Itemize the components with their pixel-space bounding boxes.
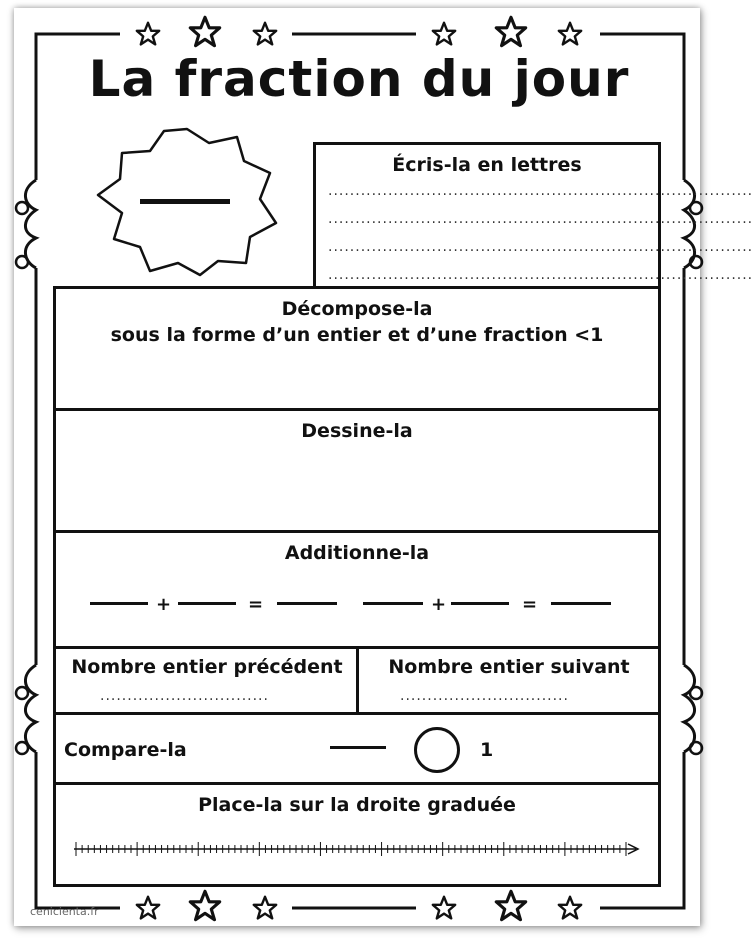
- fraction-badge: [92, 125, 282, 277]
- compare-value: 1: [480, 739, 494, 761]
- divider: [53, 782, 661, 785]
- page-title: La fraction du jour: [88, 50, 630, 108]
- next-integer-input[interactable]: ...............................: [400, 688, 569, 704]
- divider: [53, 712, 661, 715]
- credit-text: cenicienta.fr: [30, 905, 99, 918]
- write-in-letters-heading: Écris-la en lettres: [392, 154, 582, 176]
- plus-sign: +: [431, 594, 447, 615]
- divider: [53, 408, 661, 411]
- addend-blank[interactable]: [90, 602, 148, 605]
- next-integer-heading: Nombre entier suivant: [388, 656, 630, 678]
- addend-blank[interactable]: [451, 602, 509, 605]
- previous-integer-input[interactable]: ...............................: [100, 688, 269, 704]
- decompose-answer-area[interactable]: [56, 350, 658, 408]
- sum-blank[interactable]: [277, 602, 337, 605]
- add-heading: Additionne-la: [284, 542, 430, 564]
- number-line[interactable]: [70, 836, 650, 862]
- writing-line[interactable]: ..............................................................................: [328, 267, 753, 283]
- divider: [53, 530, 661, 533]
- compare-circle[interactable]: [414, 727, 460, 773]
- decompose-subheading: sous la forme d’un entier et d’une fraction <1: [110, 324, 604, 346]
- fraction-blank: [330, 746, 386, 749]
- write-in-letters-box: [313, 142, 753, 290]
- compare-heading: Compare-la: [64, 739, 187, 761]
- plus-sign: +: [156, 594, 172, 615]
- draw-answer-area[interactable]: [56, 446, 658, 530]
- addend-blank[interactable]: [363, 602, 423, 605]
- writing-line[interactable]: ..............................................................................: [328, 211, 753, 227]
- writing-line[interactable]: ..............................................................................: [328, 239, 753, 255]
- draw-heading: Dessine-la: [301, 420, 413, 442]
- number-line-heading: Place-la sur la droite graduée: [198, 794, 516, 816]
- equals-sign: =: [522, 594, 538, 615]
- sum-blank[interactable]: [551, 602, 611, 605]
- writing-line[interactable]: ..............................................................................: [328, 183, 753, 199]
- decompose-heading: Décompose-la: [281, 298, 433, 320]
- equals-sign: =: [248, 594, 264, 615]
- addend-blank[interactable]: [178, 602, 236, 605]
- previous-integer-heading: Nombre entier précédent: [71, 656, 343, 678]
